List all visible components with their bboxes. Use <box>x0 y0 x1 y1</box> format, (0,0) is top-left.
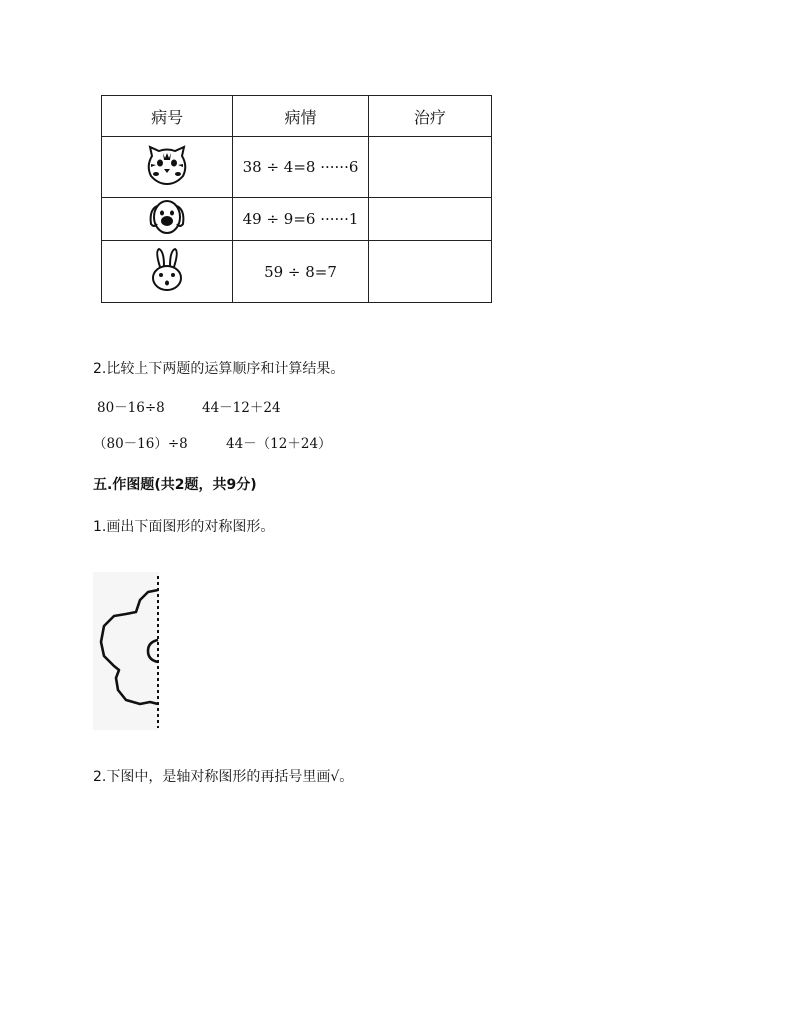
expression-1b: 44－12＋24 <box>202 400 281 416</box>
patient-cell <box>102 198 233 241</box>
table-row <box>102 137 492 198</box>
table-header-row <box>102 96 492 137</box>
treatment-cell[interactable] <box>368 137 491 198</box>
treatment-cell[interactable] <box>368 241 491 303</box>
table-row <box>102 198 492 241</box>
patient-cell <box>102 137 233 198</box>
rabbit-face-icon <box>147 247 187 293</box>
section-5-question-2: 2.下图中，是轴对称图形的再括号里画√。 <box>93 769 354 785</box>
condition-cell: 59 ÷ 8=7 <box>233 241 368 303</box>
condition-cell: 38 ÷ 4=8 ······6 <box>233 137 368 198</box>
condition-cell: 49 ÷ 9=6 ······1 <box>233 198 368 241</box>
half-flower-figure <box>90 572 170 732</box>
header-condition: 病情 <box>233 96 368 137</box>
section-5-question-1: 1.画出下面图形的对称图形。 <box>93 519 275 535</box>
diagnosis-table <box>101 95 492 303</box>
section-5-heading: 五.作图题(共2题，共9分) <box>93 477 257 493</box>
expression-2a: （80－16）÷8 <box>93 436 188 452</box>
dog-face-icon <box>147 198 187 236</box>
treatment-cell[interactable] <box>368 198 491 241</box>
header-patient: 病号 <box>102 96 233 137</box>
table-row <box>102 241 492 303</box>
question-2-title: 2.比较上下两题的运算顺序和计算结果。 <box>93 361 345 377</box>
header-treatment: 治疗 <box>368 96 491 137</box>
expression-2b: 44－（12＋24） <box>226 436 332 452</box>
expression-1a: 80－16÷8 <box>97 400 165 416</box>
patient-cell <box>102 241 233 303</box>
tiger-face-icon <box>144 144 190 186</box>
